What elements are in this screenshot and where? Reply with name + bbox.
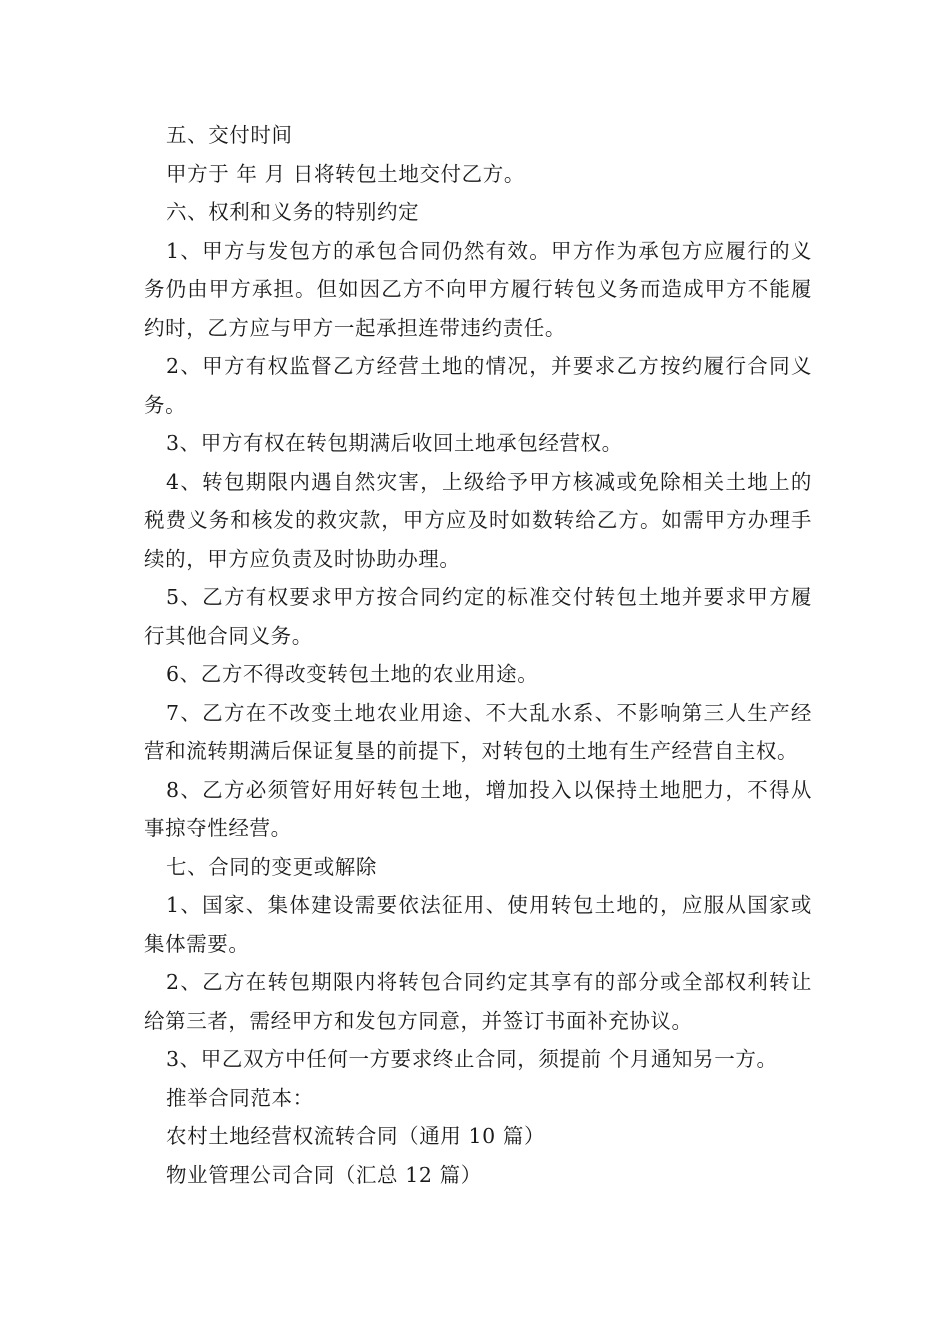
section-heading-change-termination: 七、合同的变更或解除 (166, 854, 377, 879)
clause-item: 8、乙方必须管好用好转包土地，增加投入以保持土地肥力，不得从事掠夺性经营。 (144, 777, 812, 840)
clause-item: 1、国家、集体建设需要依法征用、使用转包土地的，应服从国家或集体需要。 (144, 893, 812, 956)
paragraph: 甲方于 年 月 日将转包土地交付乙方。 (166, 161, 525, 186)
clause-item: 2、乙方在转包期限内将转包合同约定其享有的部分或全部权利转让给第三者，需经甲方和发包方同意，并签订书面补充协议。 (144, 970, 812, 1033)
section-heading-delivery-time: 五、交付时间 (166, 123, 293, 147)
clause-item: 6、乙方不得改变转包土地的农业用途。 (166, 662, 539, 686)
recommended-templates-heading: 推举合同范本： (166, 1085, 314, 1110)
recommended-template-link[interactable]: 农村土地经营权流转合同（通用 10 篇） (166, 1124, 546, 1148)
section-heading-rights-obligations: 六、权利和义务的特别约定 (166, 200, 420, 224)
recommended-template-link[interactable]: 物业管理公司合同（汇总 12 篇） (166, 1162, 482, 1187)
clause-item: 4、转包期限内遇自然灾害，上级给予甲方核减或免除相关土地上的税费义务和核发的救灾款，甲方应及时如数转给乙方。如需甲方办理手续的，甲方应负责及时协助办理。 (144, 469, 812, 571)
clause-item: 3、甲方有权在转包期满后收回土地承包经营权。 (166, 431, 623, 455)
clause-item: 5、乙方有权要求甲方按合同约定的标准交付转包土地并要求甲方履行其他合同义务。 (144, 585, 812, 648)
clause-item: 7、乙方在不改变土地农业用途、不大乱水系、不影响第三人生产经营和流转期满后保证复垦的前提下，对转包的土地有生产经营自主权。 (144, 700, 812, 763)
clause-item: 3、甲乙双方中任何一方要求终止合同，须提前 个月通知另一方。 (166, 1047, 778, 1071)
clause-item: 2、甲方有权监督乙方经营土地的情况，并要求乙方按约履行合同义务。 (144, 354, 812, 417)
clause-item: 1、甲方与发包方的承包合同仍然有效。甲方作为承包方应履行的义务仍由甲方承担。但如因乙方不向甲方履行转包义务而造成甲方不能履约时，乙方应与甲方一起承担连带违约责任。 (144, 238, 812, 340)
document-body (144, 116, 812, 1194)
